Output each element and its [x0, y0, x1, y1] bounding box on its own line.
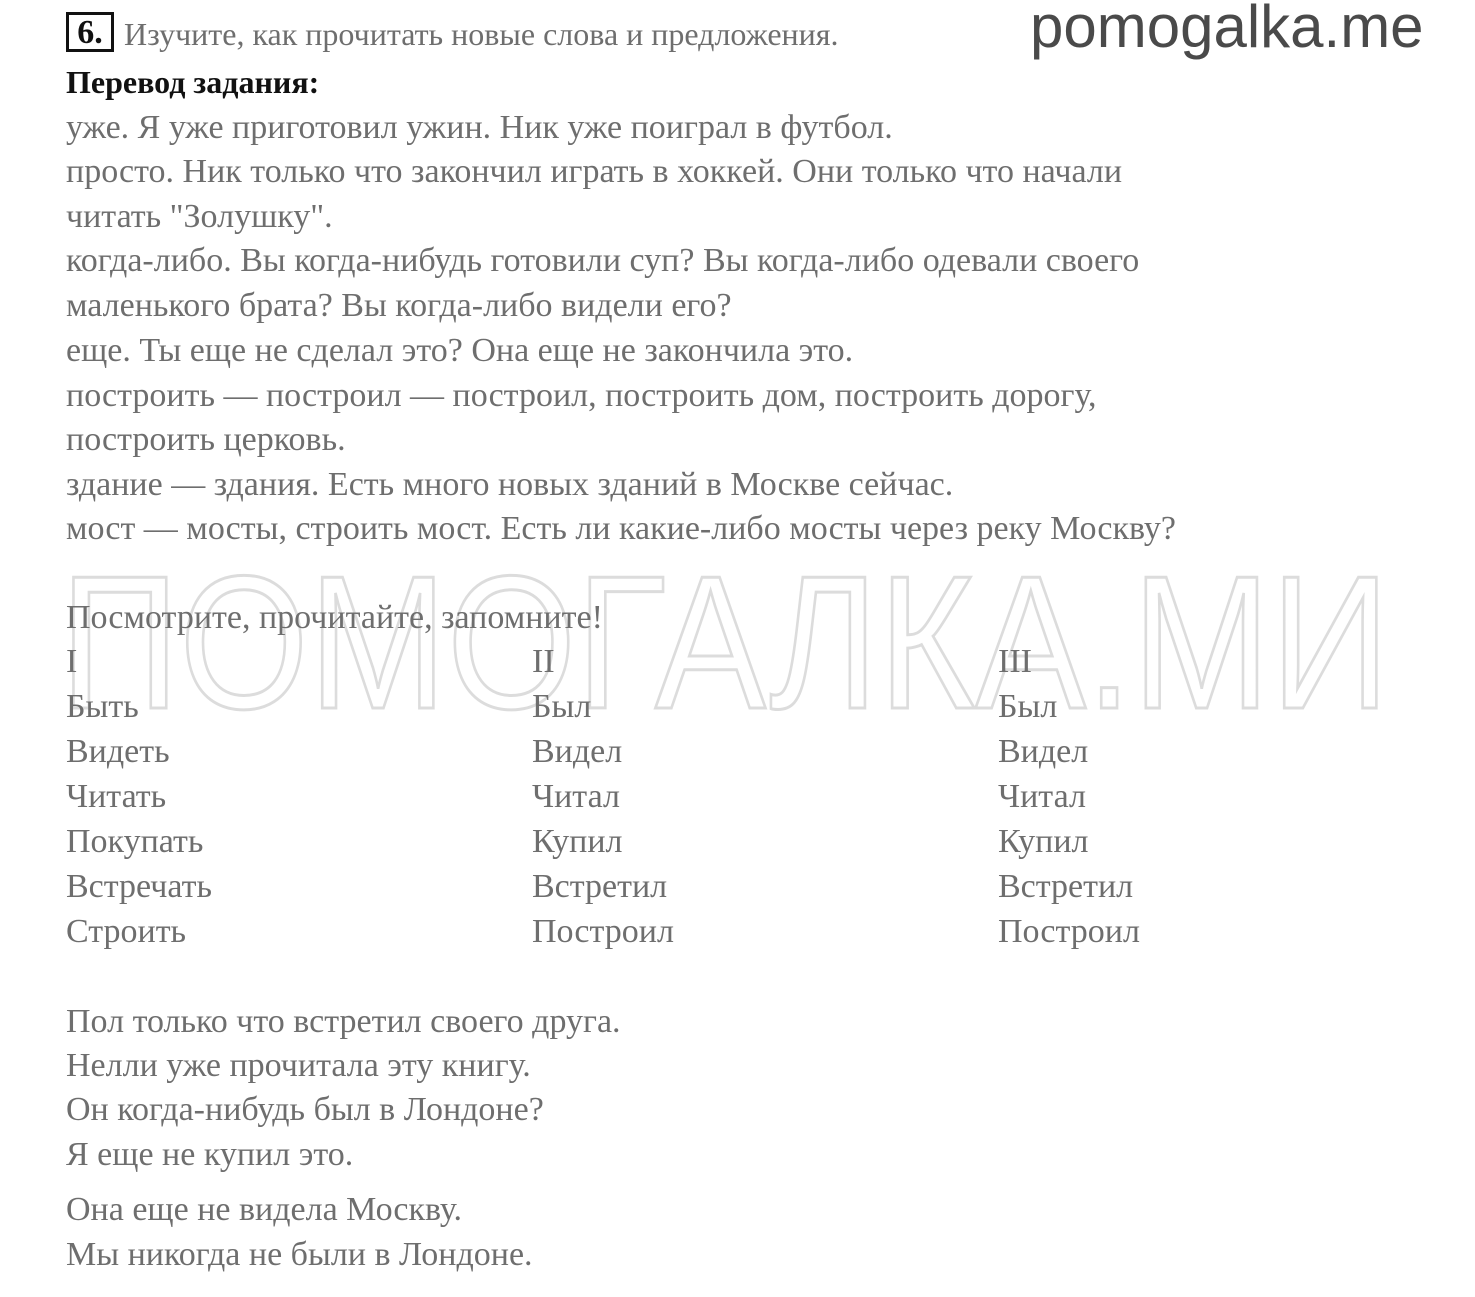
- verb-form-ii: Читал: [532, 778, 620, 815]
- verb-form-i: Встречать: [66, 868, 212, 905]
- task-number-box: 6.: [66, 12, 114, 52]
- verb-form-ii: Встретил: [532, 868, 668, 905]
- verb-form-i: Читать: [66, 778, 167, 815]
- translation-line: еще. Ты еще не сделал это? Она еще не закончила это.: [66, 332, 854, 369]
- translation-line: читать "Золушку".: [66, 198, 333, 235]
- column-header-iii: III: [998, 643, 1032, 680]
- example-sentence: Нелли уже прочитала эту книгу.: [66, 1047, 531, 1084]
- example-sentence: Он когда-нибудь был в Лондоне?: [66, 1091, 544, 1128]
- verb-form-iii: Встретил: [998, 868, 1134, 905]
- example-sentence: Мы никогда не были в Лондоне.: [66, 1236, 533, 1273]
- verb-form-iii: Читал: [998, 778, 1086, 815]
- verb-form-i: Строить: [66, 913, 187, 950]
- verb-table-header-row: [66, 640, 1266, 685]
- verb-table: [66, 640, 1266, 955]
- verb-form-iii: Построил: [998, 913, 1140, 950]
- translation-line: здание — здания. Есть много новых зданий в Москве сейчас.: [66, 466, 954, 503]
- verb-form-ii: Купил: [532, 823, 623, 860]
- verb-form-i: Покупать: [66, 823, 204, 860]
- verb-table-row: [66, 775, 1266, 820]
- verb-table-row: [66, 685, 1266, 730]
- task-instruction: Изучите, как прочитать новые слова и предложения.: [124, 16, 839, 52]
- verb-table-row: [66, 865, 1266, 910]
- example-sentence: Она еще не видела Москву.: [66, 1191, 463, 1228]
- translation-line: мост — мосты, строить мост. Есть ли какие-либо мосты через реку Москву?: [66, 510, 1176, 547]
- section-heading: Перевод задания:: [66, 64, 320, 100]
- verb-form-iii: Видел: [998, 733, 1089, 770]
- verb-form-ii: Видел: [532, 733, 623, 770]
- column-header-i: I: [66, 643, 78, 680]
- translation-line: построить — построил — построил, построить дом, построить дорогу,: [66, 377, 1097, 414]
- site-logo: pomogalka.me: [1030, 0, 1424, 60]
- column-header-ii: II: [532, 643, 555, 680]
- example-sentence: Я еще не купил это.: [66, 1136, 354, 1173]
- translation-line: построить церковь.: [66, 421, 346, 458]
- verb-form-i: Видеть: [66, 733, 170, 770]
- verb-table-row: [66, 910, 1266, 955]
- verb-table-row: [66, 820, 1266, 865]
- translation-line: маленького брата? Вы когда-либо видели его?: [66, 287, 732, 324]
- verb-form-iii: Купил: [998, 823, 1089, 860]
- look-read-remember: Посмотрите, прочитайте, запомните!: [66, 599, 603, 636]
- verb-form-ii: Построил: [532, 913, 674, 950]
- translation-line: когда-либо. Вы когда-нибудь готовили суп? Вы когда-либо одевали своего: [66, 242, 1140, 279]
- example-sentence: Пол только что встретил своего друга.: [66, 1003, 621, 1040]
- watermark-text: ПОМОГАЛКА.МИ: [60, 540, 1390, 740]
- verb-table-row: [66, 730, 1266, 775]
- verb-form-ii: Был: [532, 688, 592, 725]
- verb-form-i: Быть: [66, 688, 139, 725]
- translation-line: уже. Я уже приготовил ужин. Ник уже поиграл в футбол.: [66, 109, 893, 146]
- translation-line: просто. Ник только что закончил играть в хоккей. Они только что начали: [66, 153, 1123, 190]
- verb-form-iii: Был: [998, 688, 1058, 725]
